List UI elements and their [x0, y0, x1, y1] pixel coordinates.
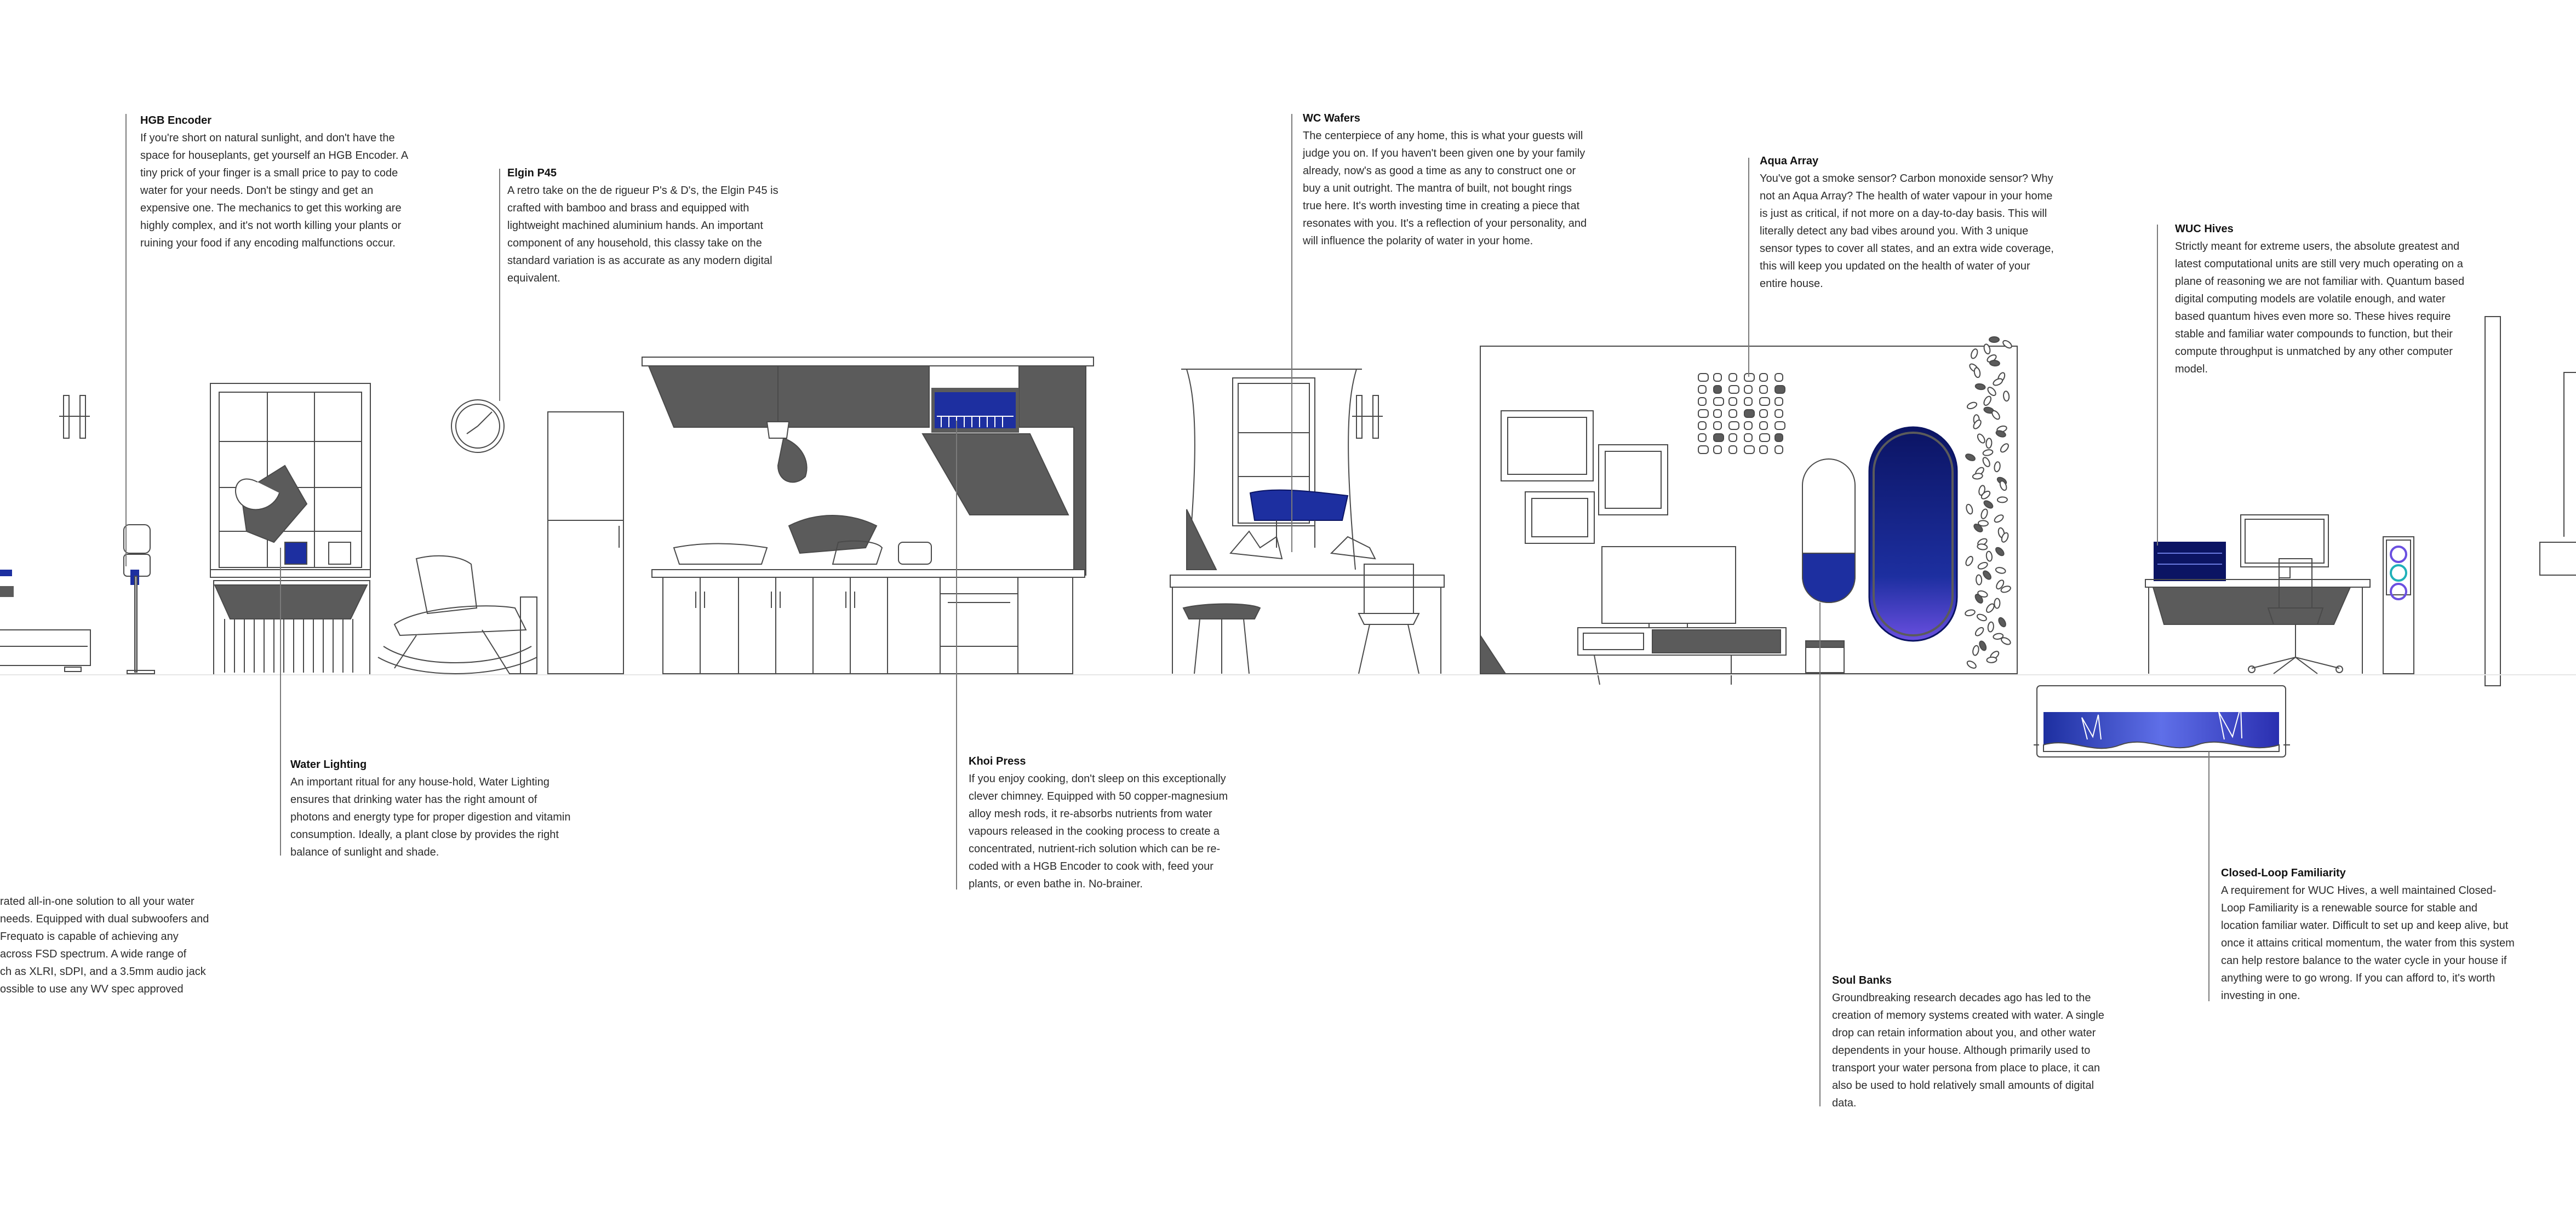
plant-leaf — [1976, 613, 1987, 622]
plant-leaf — [1987, 657, 1997, 663]
sensor-cell — [1714, 374, 1721, 381]
plant-leaf — [1965, 453, 1976, 462]
callout-title: WUC Hives — [2175, 223, 2234, 235]
plant-leaf — [1989, 360, 2000, 366]
callout-text: If you're short on natural sunlight, and don't have the space for houseplants, get yourself an HGB Encoder. A tiny prick of your finger is a small price to pay to code water for your needs. Don't be stingy and get an expensive one. The mechanics to get this working are highly complex, and it's not worth killing your plants or ruining your food if any encoding malfunctions occur. — [140, 132, 408, 249]
plant-leaf — [1994, 598, 2000, 608]
plant-leaf — [1966, 659, 1978, 669]
leader-elgin-p45 — [499, 169, 500, 401]
sensor-cell — [1775, 410, 1783, 417]
leader-closed-loop — [2208, 751, 2209, 1001]
plant-leaf — [1986, 551, 1993, 561]
sensor-cell — [1760, 410, 1767, 417]
callout-cutoff-left — [0, 893, 230, 998]
sensor-cell — [1760, 422, 1767, 429]
sensor-cell — [1729, 374, 1737, 381]
sensor-cell — [1744, 374, 1754, 381]
sensor-cell — [1744, 386, 1752, 393]
sensor-cell — [1729, 386, 1739, 393]
plant-leaf — [1966, 401, 1977, 410]
sensor-cell — [1714, 446, 1721, 454]
sensor-cell — [1760, 386, 1767, 393]
plant-leaf — [1973, 367, 1980, 378]
sensor-cell — [1714, 386, 1721, 393]
callout-text: Groundbreaking research decades ago has led to the creation of memory systems created with water. A single drop can retain information about you, and other water dependents in your house. Although primarily used to transport your water persona from place to place, it can also be used to hold relatively small amounts of digital data. — [1832, 992, 2104, 1109]
plant-leaf — [1993, 514, 2005, 524]
plant-leaf — [1994, 546, 2005, 557]
sensor-cell — [1698, 422, 1706, 429]
leader-water-lighting — [280, 548, 281, 856]
sensor-cell — [1714, 422, 1721, 429]
callout-text: You've got a smoke sensor? Carbon monoxide sensor? Why not an Aqua Array? The health of water vapour in your home is just as critical, if not more on a day-to-day basis. This will literally detect any bad vibes around you. With 3 unique sensor types to cover all states, and an extra wide coverage, this will keep you updated on the health of water of your entire house. — [1760, 173, 2054, 290]
callout-title: Water Lighting — [290, 759, 367, 771]
sensor-cell — [1775, 374, 1783, 381]
wuc-hives-desk — [2145, 515, 2414, 674]
plant-leaf — [1999, 443, 2010, 454]
callout-soul-banks — [1832, 972, 2120, 1112]
cutoff-line: rated all-in-one solution to all your water — [0, 896, 194, 908]
callout-closed-loop — [2221, 864, 2517, 1005]
callout-hgb-encoder — [140, 112, 425, 252]
plant-leaf — [1983, 343, 1991, 354]
leader-khoi-press — [956, 421, 957, 890]
sensor-cell — [1729, 446, 1737, 454]
callout-title: Closed-Loop Familiarity — [2221, 867, 2346, 879]
callout-khoi-press — [969, 753, 1248, 893]
plant-leaf — [1965, 503, 1973, 514]
plant-leaf — [2002, 339, 2013, 349]
callout-wuc-hives — [2175, 220, 2468, 378]
callout-title: WC Wafers — [1303, 112, 1360, 124]
callout-elgin-p45 — [507, 164, 787, 287]
plant-leaf — [1983, 500, 1994, 510]
callout-aqua-array — [1760, 152, 2056, 292]
callout-title: HGB Encoder — [140, 114, 212, 127]
oval-water-mirror — [1869, 427, 1957, 641]
plant-leaf — [1991, 409, 2001, 420]
sensor-cell — [1760, 398, 1770, 405]
sensor-cell — [1698, 446, 1708, 454]
plant-leaf — [1994, 462, 2001, 472]
plant-leaf — [1997, 497, 2007, 503]
elgin-p45-clock — [451, 400, 504, 452]
plant-leaf — [1970, 348, 1979, 359]
plant-leaf — [1977, 561, 1989, 570]
cutoff-line: ossible to use any WV spec approved — [0, 983, 184, 995]
plant-leaf — [1983, 395, 1993, 407]
plant-leaf — [1976, 433, 1986, 444]
sensor-cell — [1698, 434, 1706, 441]
callout-text: If you enjoy cooking, don't sleep on this exceptionally clever chimney. Equipped with 50 copper-magnesium alloy mesh rods, it re-absorbs nutrients from water vapours released in the cooking process to create a concentrated, nutrient-rich solution which can be re-coded with a HGB Encoder to cook with, feed your plants, or even bathe in. No-brainer. — [969, 773, 1228, 890]
cutoff-line: needs. Equipped with dual subwoofers and — [0, 913, 209, 925]
radiator — [214, 581, 370, 675]
sensor-cell — [1760, 446, 1767, 454]
closed-loop-tank — [2034, 686, 2290, 757]
plant-leaf — [1980, 508, 1988, 519]
callout-title: Khoi Press — [969, 755, 1026, 767]
callout-title: Aqua Array — [1760, 155, 1819, 167]
plant-leaf — [1985, 602, 1995, 613]
sensor-cell — [1760, 434, 1770, 441]
leader-hgb-encoder — [125, 114, 127, 566]
sensor-cell — [1729, 422, 1739, 429]
leader-wc-wafers — [1291, 114, 1292, 552]
cutoff-line: across FSD spectrum. A wide range of — [0, 948, 187, 960]
plant-leaf — [2003, 391, 2010, 401]
plant-leaf — [1965, 609, 1976, 617]
plant-leaf — [1989, 337, 1999, 342]
plant-leaf — [1965, 555, 1974, 567]
sensor-cell — [1714, 434, 1724, 441]
aqua-array-sensors — [1698, 374, 1785, 454]
sensor-cell — [1729, 410, 1737, 417]
right-edge-structures — [2485, 317, 2576, 686]
leader-aqua-array — [1748, 158, 1749, 377]
sensor-cell — [1775, 398, 1783, 405]
sensor-cell — [1729, 398, 1737, 405]
callout-text: An important ritual for any house-hold, Water Lighting ensures that drinking water has the right amount of photons and energty type for proper digestion and vitamin consumption. Ideally, a plant close by provides the right balance of sunlight and shade. — [290, 776, 571, 858]
callout-text: Strictly meant for extreme users, the absolute greatest and latest computational units are still very much operating on a plane of reasoning we are not familiar with. Quantum based digital computing models are volatile enough, and water based quantum hives even more so. These hives require stable and familiar water compounds to function, but their compute throughput is unmatched by any other computer model. — [2175, 240, 2465, 375]
callout-text: A requirement for WUC Hives, a well maintained Closed-Loop Familiarity is a renewable source for stable and location familiar water. Difficult to set up and keep alive, but once it attains critical momentum, the water from this system can help restore balance to the water cycle in your house if anything were to go wrong. If you can afford to, it's worth investing in one. — [2221, 885, 2515, 1002]
plant-leaf — [1978, 640, 1988, 652]
sensor-cell — [1698, 374, 1708, 381]
plant-leaf — [1995, 567, 2006, 575]
plant-leaf — [1988, 622, 1994, 632]
soul-bank-capsule — [1802, 459, 1855, 673]
hgb-encoder-stand — [124, 525, 154, 674]
plant-leaf — [1987, 386, 1997, 397]
sensor-cell — [1714, 398, 1724, 405]
sensor-cell — [1698, 410, 1708, 417]
plant-leaf — [1972, 473, 1983, 479]
plant-leaf — [1972, 645, 1980, 656]
callout-water-lighting — [290, 756, 575, 861]
water-lighting-window — [210, 383, 370, 577]
sensor-cell — [1744, 422, 1752, 429]
wall-sockets-left — [59, 395, 90, 438]
fridge — [548, 412, 623, 674]
sensor-cell — [1744, 446, 1754, 454]
sensor-cell — [1729, 434, 1737, 441]
callout-text: The centerpiece of any home, this is what your guests will judge you on. If you haven't been given one by your family already, now's as good a time as any to construct one or buy a unit outright. The mantra of built, not bought rings true here. It's worth investing time in creating a piece that resonates with you. It's a reflection of your personality, and will influence the polarity of water in your home. — [1303, 130, 1587, 247]
plant-leaf — [1976, 575, 1982, 584]
leader-soul-banks — [1819, 602, 1821, 1106]
plant-leaf — [1992, 377, 2003, 387]
sensor-cell — [1744, 434, 1752, 441]
sensor-cell — [1775, 386, 1785, 393]
callout-wc-wafers — [1303, 110, 1593, 250]
leader-wuc-hives — [2157, 225, 2158, 546]
rocking-chair — [378, 556, 537, 674]
plant-leaf — [2000, 636, 2012, 646]
sensor-cell — [1698, 386, 1706, 393]
cutoff-line: Frequato is capable of achieving any — [0, 931, 179, 943]
plant-leaf — [1986, 438, 1992, 449]
sensor-cell — [1775, 422, 1785, 429]
plant-leaf — [1983, 449, 1994, 457]
plant-leaf — [1975, 383, 1985, 391]
climbing-plant — [1965, 337, 2013, 669]
sensor-cell — [1714, 410, 1721, 417]
sensor-cell — [1744, 398, 1752, 405]
kitchen — [642, 357, 1094, 674]
sensor-cell — [1744, 410, 1754, 417]
sensor-cell — [1760, 374, 1767, 381]
plant-leaf — [1997, 617, 2007, 628]
plant-leaf — [1982, 456, 1991, 468]
callout-text: A retro take on the de rigueur P's & D's, the Elgin P45 is crafted with bamboo and brass and equipped with lightweight machined aluminium hands. An important component of any household, this classy take on the standard variation is as accurate as any modern digital equivalent. — [507, 185, 778, 284]
sensor-cell — [1775, 446, 1783, 454]
left-media-console — [0, 570, 90, 672]
plant-leaf — [1977, 543, 1988, 550]
callout-title: Elgin P45 — [507, 167, 557, 179]
wc-wafers-window — [1170, 369, 1444, 674]
sensor-cell — [1775, 434, 1783, 441]
cutoff-line: ch as XLRI, sDPI, and a 3.5mm audio jack — [0, 966, 206, 978]
plant-leaf — [1982, 570, 1992, 581]
plant-leaf — [1974, 626, 1985, 637]
callout-title: Soul Banks — [1832, 974, 1892, 986]
sensor-cell — [1698, 398, 1706, 405]
